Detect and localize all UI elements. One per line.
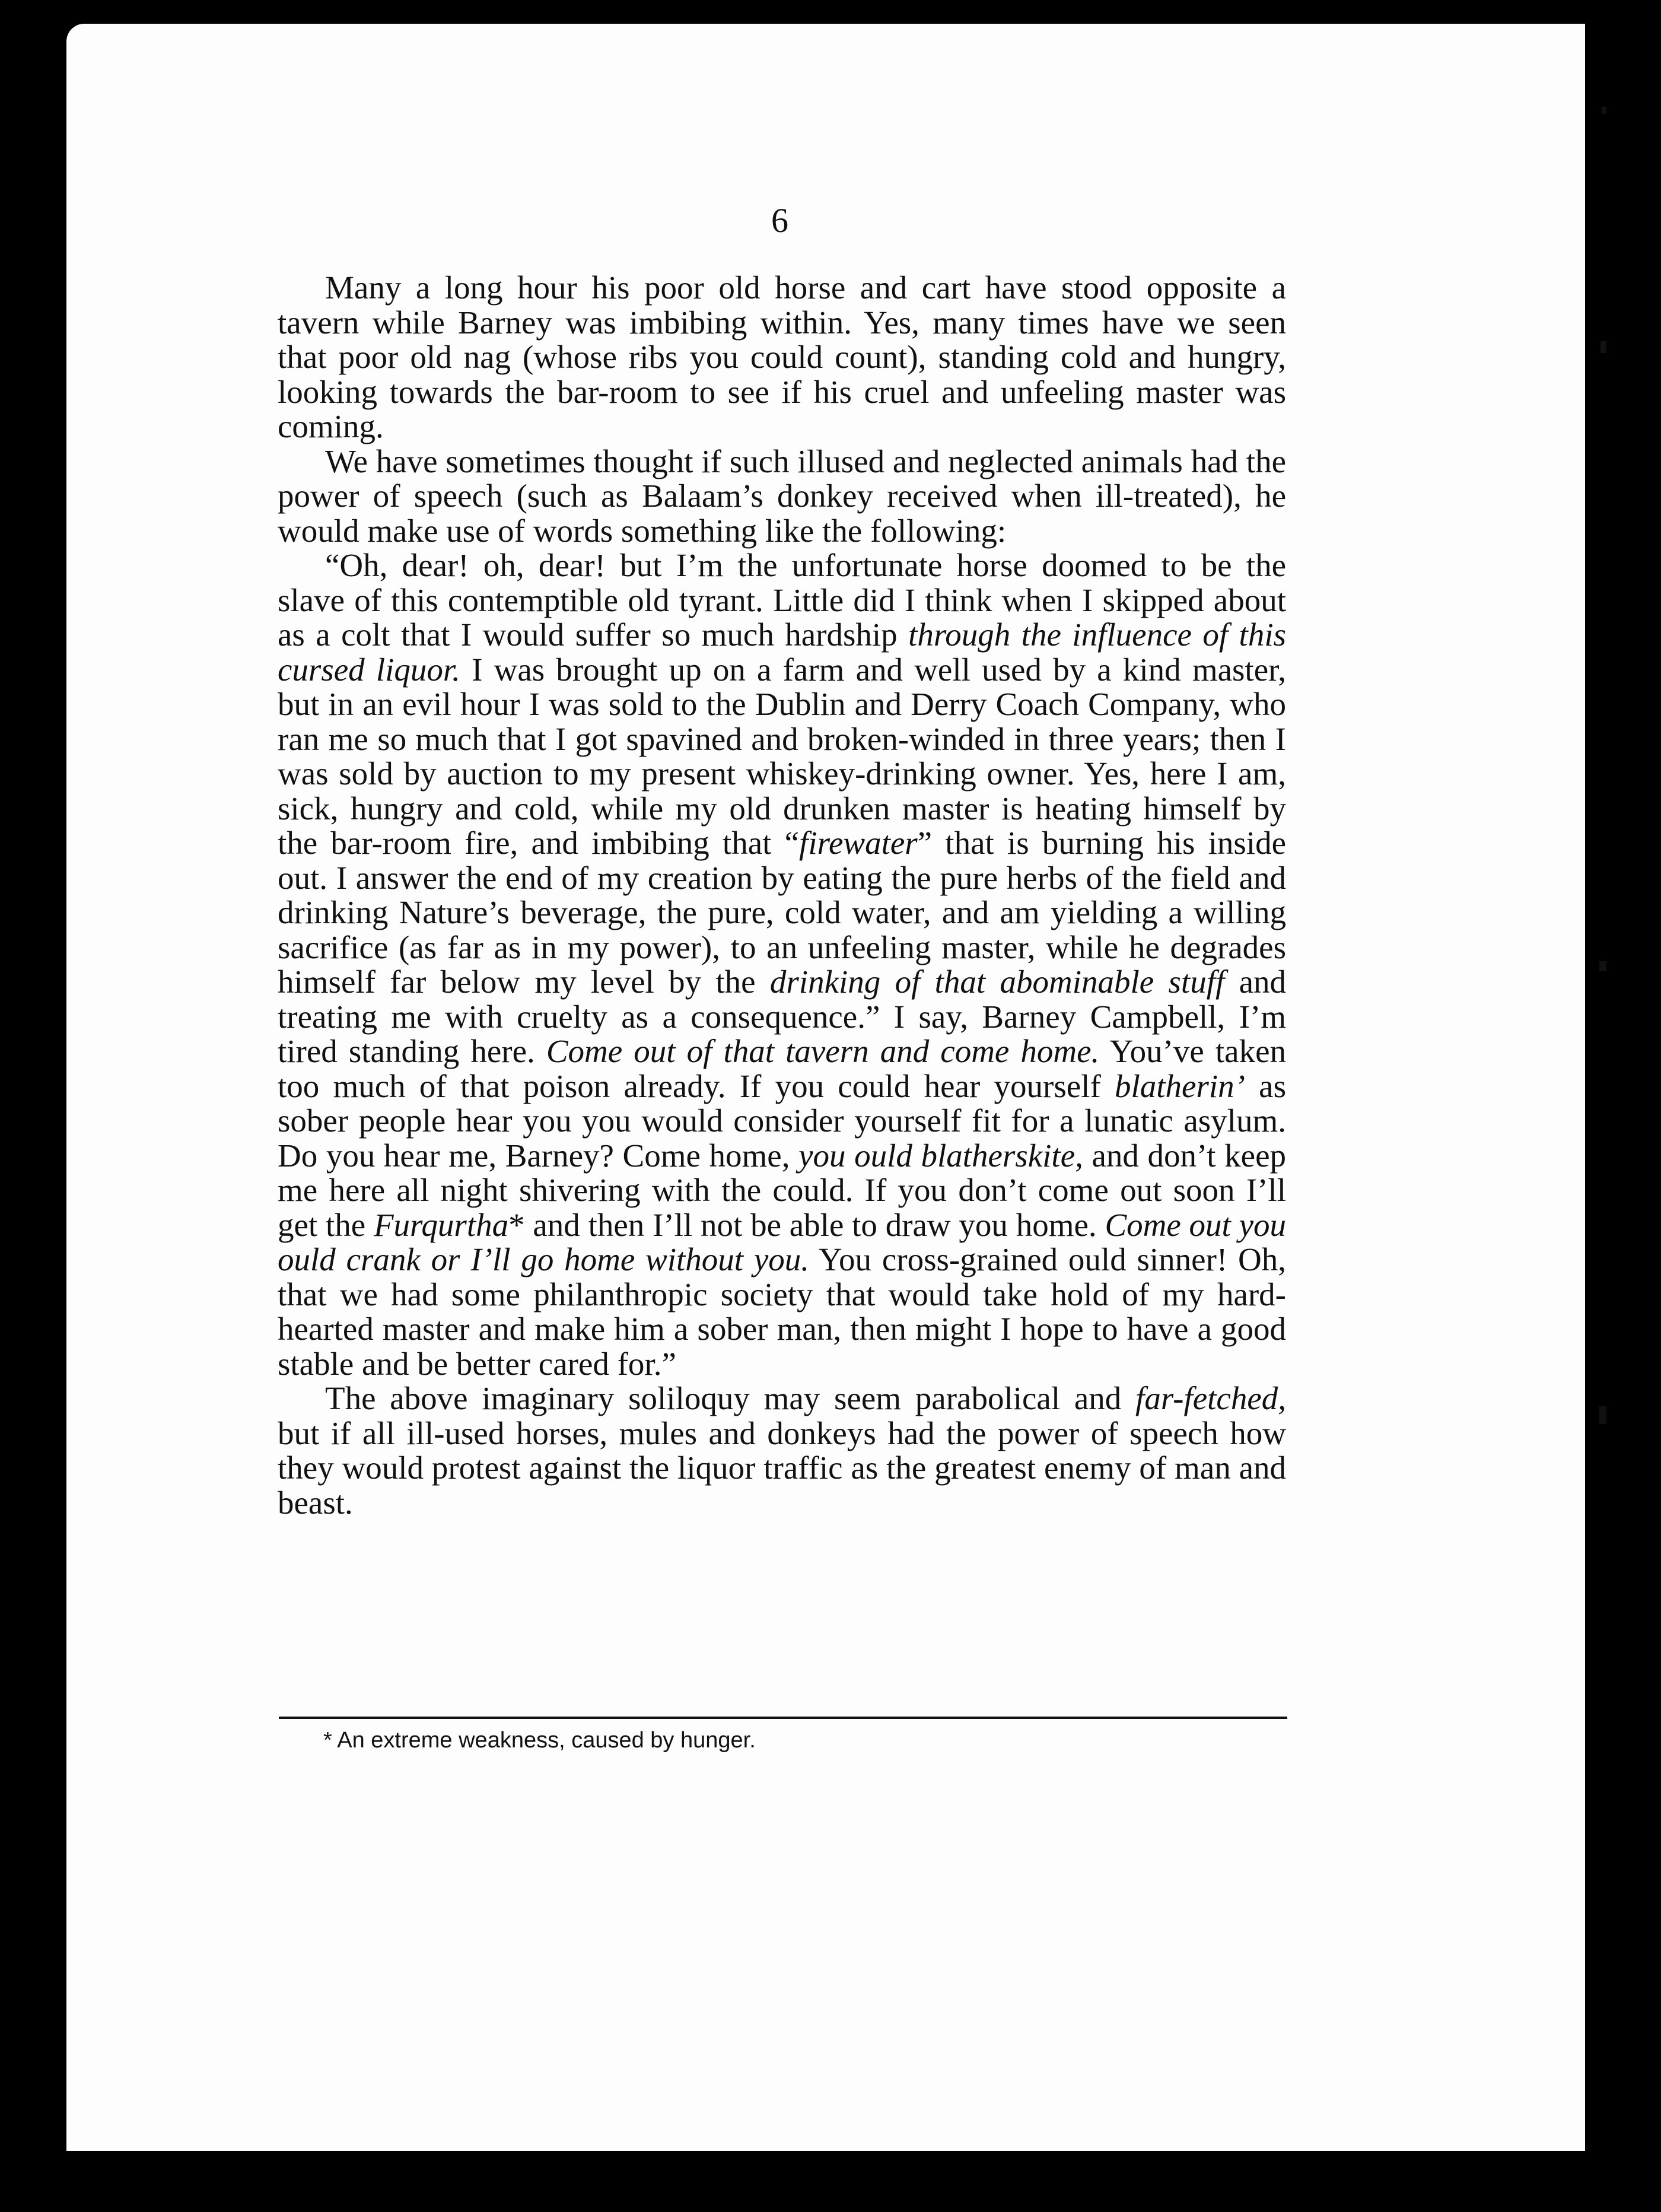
scan-border bbox=[1596, 0, 1661, 2212]
italic-run: drinking of that abominable stuff bbox=[769, 964, 1225, 1000]
italic-run: far-fetched, bbox=[1135, 1380, 1286, 1416]
text-run: “Oh, dear! oh, dear! but I’m the unfortunate horse doomed to be the slave of this contemptible old tyrant. Little did I think when I skipped about as a colt that I would suffer so much hardship bbox=[278, 547, 1286, 653]
text-run: but if all ill-used horses, mules and donkeys had the power of speech how they would protest against the liquor traffic as the greatest enemy of man and beast. bbox=[278, 1415, 1286, 1521]
paragraph bbox=[278, 271, 1286, 444]
text-run: The above imaginary soliloquy may seem parabolical and bbox=[325, 1380, 1136, 1416]
italic-run: Come out of that tavern and come home. bbox=[546, 1033, 1100, 1069]
italic-run: through the influence of this cursed liquor. bbox=[278, 616, 1287, 688]
paragraph bbox=[278, 548, 1286, 1381]
text-run: You’ve taken too much of that poison already. If you could hear yourself bbox=[278, 1033, 1286, 1104]
text-run: and don’t keep me here all night shivering with the could. If you don’t come out soon I’ll get the bbox=[278, 1137, 1287, 1243]
scan-mark bbox=[1599, 961, 1606, 971]
footnote-rule bbox=[279, 1717, 1287, 1719]
italic-run: Furqurtha bbox=[373, 1206, 509, 1243]
page-number: 6 bbox=[771, 201, 788, 240]
italic-run: firewater bbox=[799, 825, 918, 861]
scan-mark bbox=[1599, 1406, 1606, 1424]
text-run: * and then I’ll not be able to draw you home. bbox=[508, 1206, 1105, 1243]
paragraph bbox=[278, 444, 1286, 549]
text-run: We have sometimes thought if such illused and neglected animals had the power of speech (such as Balaam’s donkey received when ill-treated), he would make use of words something like the following: bbox=[278, 443, 1286, 549]
italic-run: Come out you ould crank or I’ll go home without you. bbox=[278, 1206, 1287, 1277]
text-run: as sober people hear you you would consider yourself fit for a lunatic asylum. Do you hear me, Barney? Come home, bbox=[278, 1067, 1286, 1174]
italic-run: blatherin’ bbox=[1114, 1067, 1245, 1104]
text-run: ” that is burning his inside out. I answer the end of my creation by eating the pure herbs of the field and drinking Nature’s beverage, the pure, cold water, and am yielding a willing sacrifice (as far as in my power), to an unfeeling master, while he degrades himself far below my level by the bbox=[278, 825, 1286, 1000]
text-run: I was brought up on a farm and well used by a kind master, but in an evil hour I was sold to the Dublin and Derry Coach Company, who ran me so much that I got spavined and broken-winded in three years; then I was sold by auction to my present whiskey-drinking owner. Yes, here I am, sick, hungry and cold, while my old drunken master is heating himself by the bar-room fire, and imbibing that “ bbox=[278, 651, 1286, 861]
text-run: and treating me with cruelty as a consequence.” I say, Barney Campbell, I’m tired standing here. bbox=[278, 964, 1286, 1069]
scan-mark bbox=[1602, 107, 1606, 114]
text-run: You cross-grained ould sinner! Oh, that we had some philanthropic society that would take hold of my hard-hearted master and make him a sober man, then might I hope to have a good stable and be better cared for.” bbox=[278, 1241, 1286, 1382]
body-text bbox=[278, 271, 1286, 1520]
footnote: * An extreme weakness, caused by hunger. bbox=[323, 1728, 756, 1753]
italic-run: you ould blatherskite, bbox=[798, 1137, 1083, 1174]
scan-mark bbox=[1600, 341, 1606, 353]
text-run: Many a long hour his poor old horse and cart have stood opposite a tavern while Barney was imbibing within. Yes, many times have we seen that poor old nag (whose ribs you could count), standing cold and hungry, looking towards the bar-room to see if his cruel and unfeeling master was coming. bbox=[278, 269, 1286, 444]
paragraph bbox=[278, 1381, 1286, 1520]
